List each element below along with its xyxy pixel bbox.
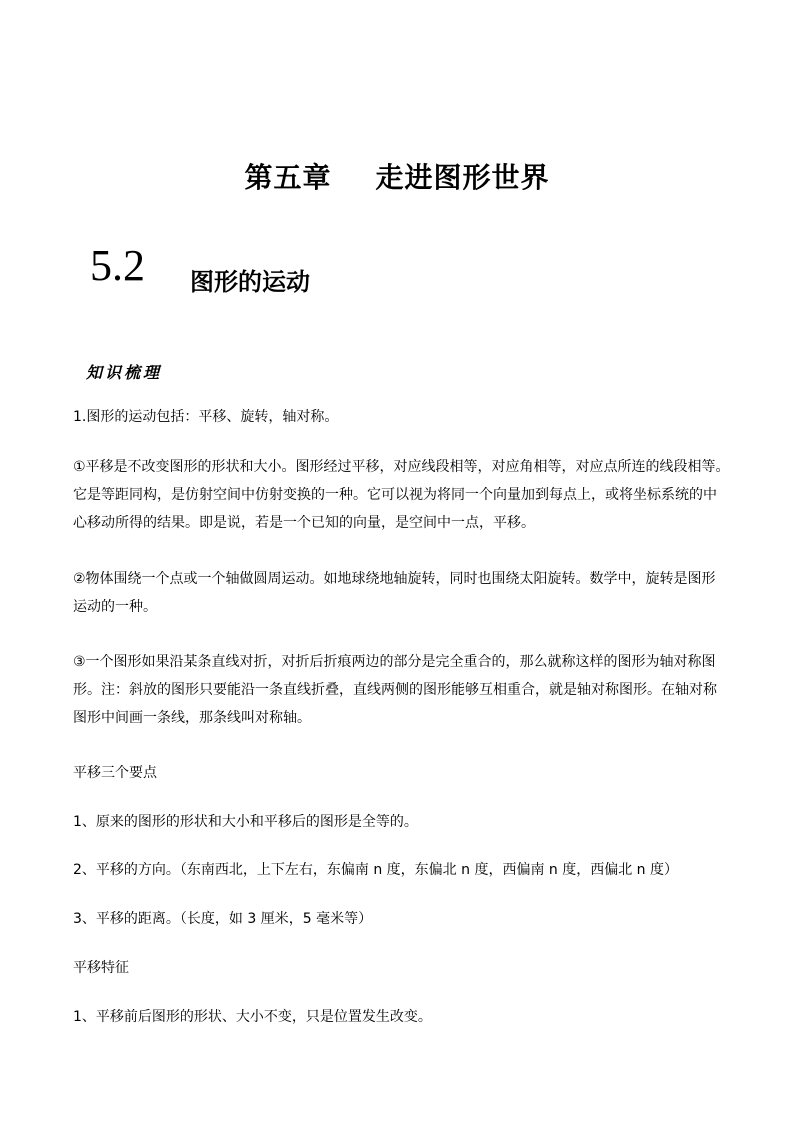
section-title: 图形的运动 [190,268,310,296]
text-line: 1、平移前后图形的形状、大小不变，只是位置发生改变。 [73,1009,432,1025]
section-number: 5.2 [90,241,145,290]
chapter-title [0,156,794,196]
heading-translation-features [73,954,733,982]
text-line: ③一个图形如果沿某条直线对折，对折后折痕两边的部分是完全重合的，那么就称这样的图形为轴对称图 [73,654,716,670]
paragraph-intro [73,403,733,431]
paragraph-axial-symmetry [73,648,733,732]
text-line: ①平移是不改变图形的形状和大小。图形经过平移，对应线段相等，对应角相等，对应点所连的线段相等。 [73,459,730,475]
text-line: 3、平移的距离。（长度，如 3 厘米，5 毫米等） [73,911,373,927]
heading-translation-points [73,759,733,787]
text-line: 它是等距同构，是仿射空间中仿射变换的一种。它可以视为将同一个向量加到每点上，或将坐标系统的中 [73,487,717,503]
list-item-feature-1 [73,1003,733,1031]
text-line: 平移三个要点 [73,765,157,781]
chapter-name: 走进图形世界 [375,161,550,194]
text-line: 平移特征 [73,960,129,976]
text-line: 图形中间画一条线，那条线叫对称轴。 [73,710,311,726]
text-line: 1.图形的运动包括：平移、旋转，轴对称。 [73,409,339,425]
chapter-label: 第五章 [244,161,332,194]
list-item-2 [73,856,733,884]
paragraph-translation [73,453,733,537]
list-item-3 [73,905,733,933]
text-line: 运动的一种。 [73,599,157,615]
text-line: 形。注：斜放的图形只要能沿一条直线折叠，直线两侧的图形能够互相重合，就是轴对称图形。在轴对称 [73,682,717,698]
knowledge-summary-label: 知识梳理 [86,363,163,382]
paragraph-rotation [73,565,733,621]
text-line: ②物体围绕一个点或一个轴做圆周运动。如地球绕地轴旋转，同时也围绕太阳旋转。数学中，旋转是图形 [73,571,716,587]
text-line: 心移动所得的结果。即是说，若是一个已知的向量，是空间中一点，平移。 [73,515,535,531]
text-line: 2、平移的方向。（东南西北，上下左右，东偏南 n 度，东偏北 n 度，西偏南 n 度，西偏北 n 度） [73,862,678,878]
list-item-1 [73,808,733,836]
text-line: 1、原来的图形的形状和大小和平移后的图形是全等的。 [73,814,418,830]
